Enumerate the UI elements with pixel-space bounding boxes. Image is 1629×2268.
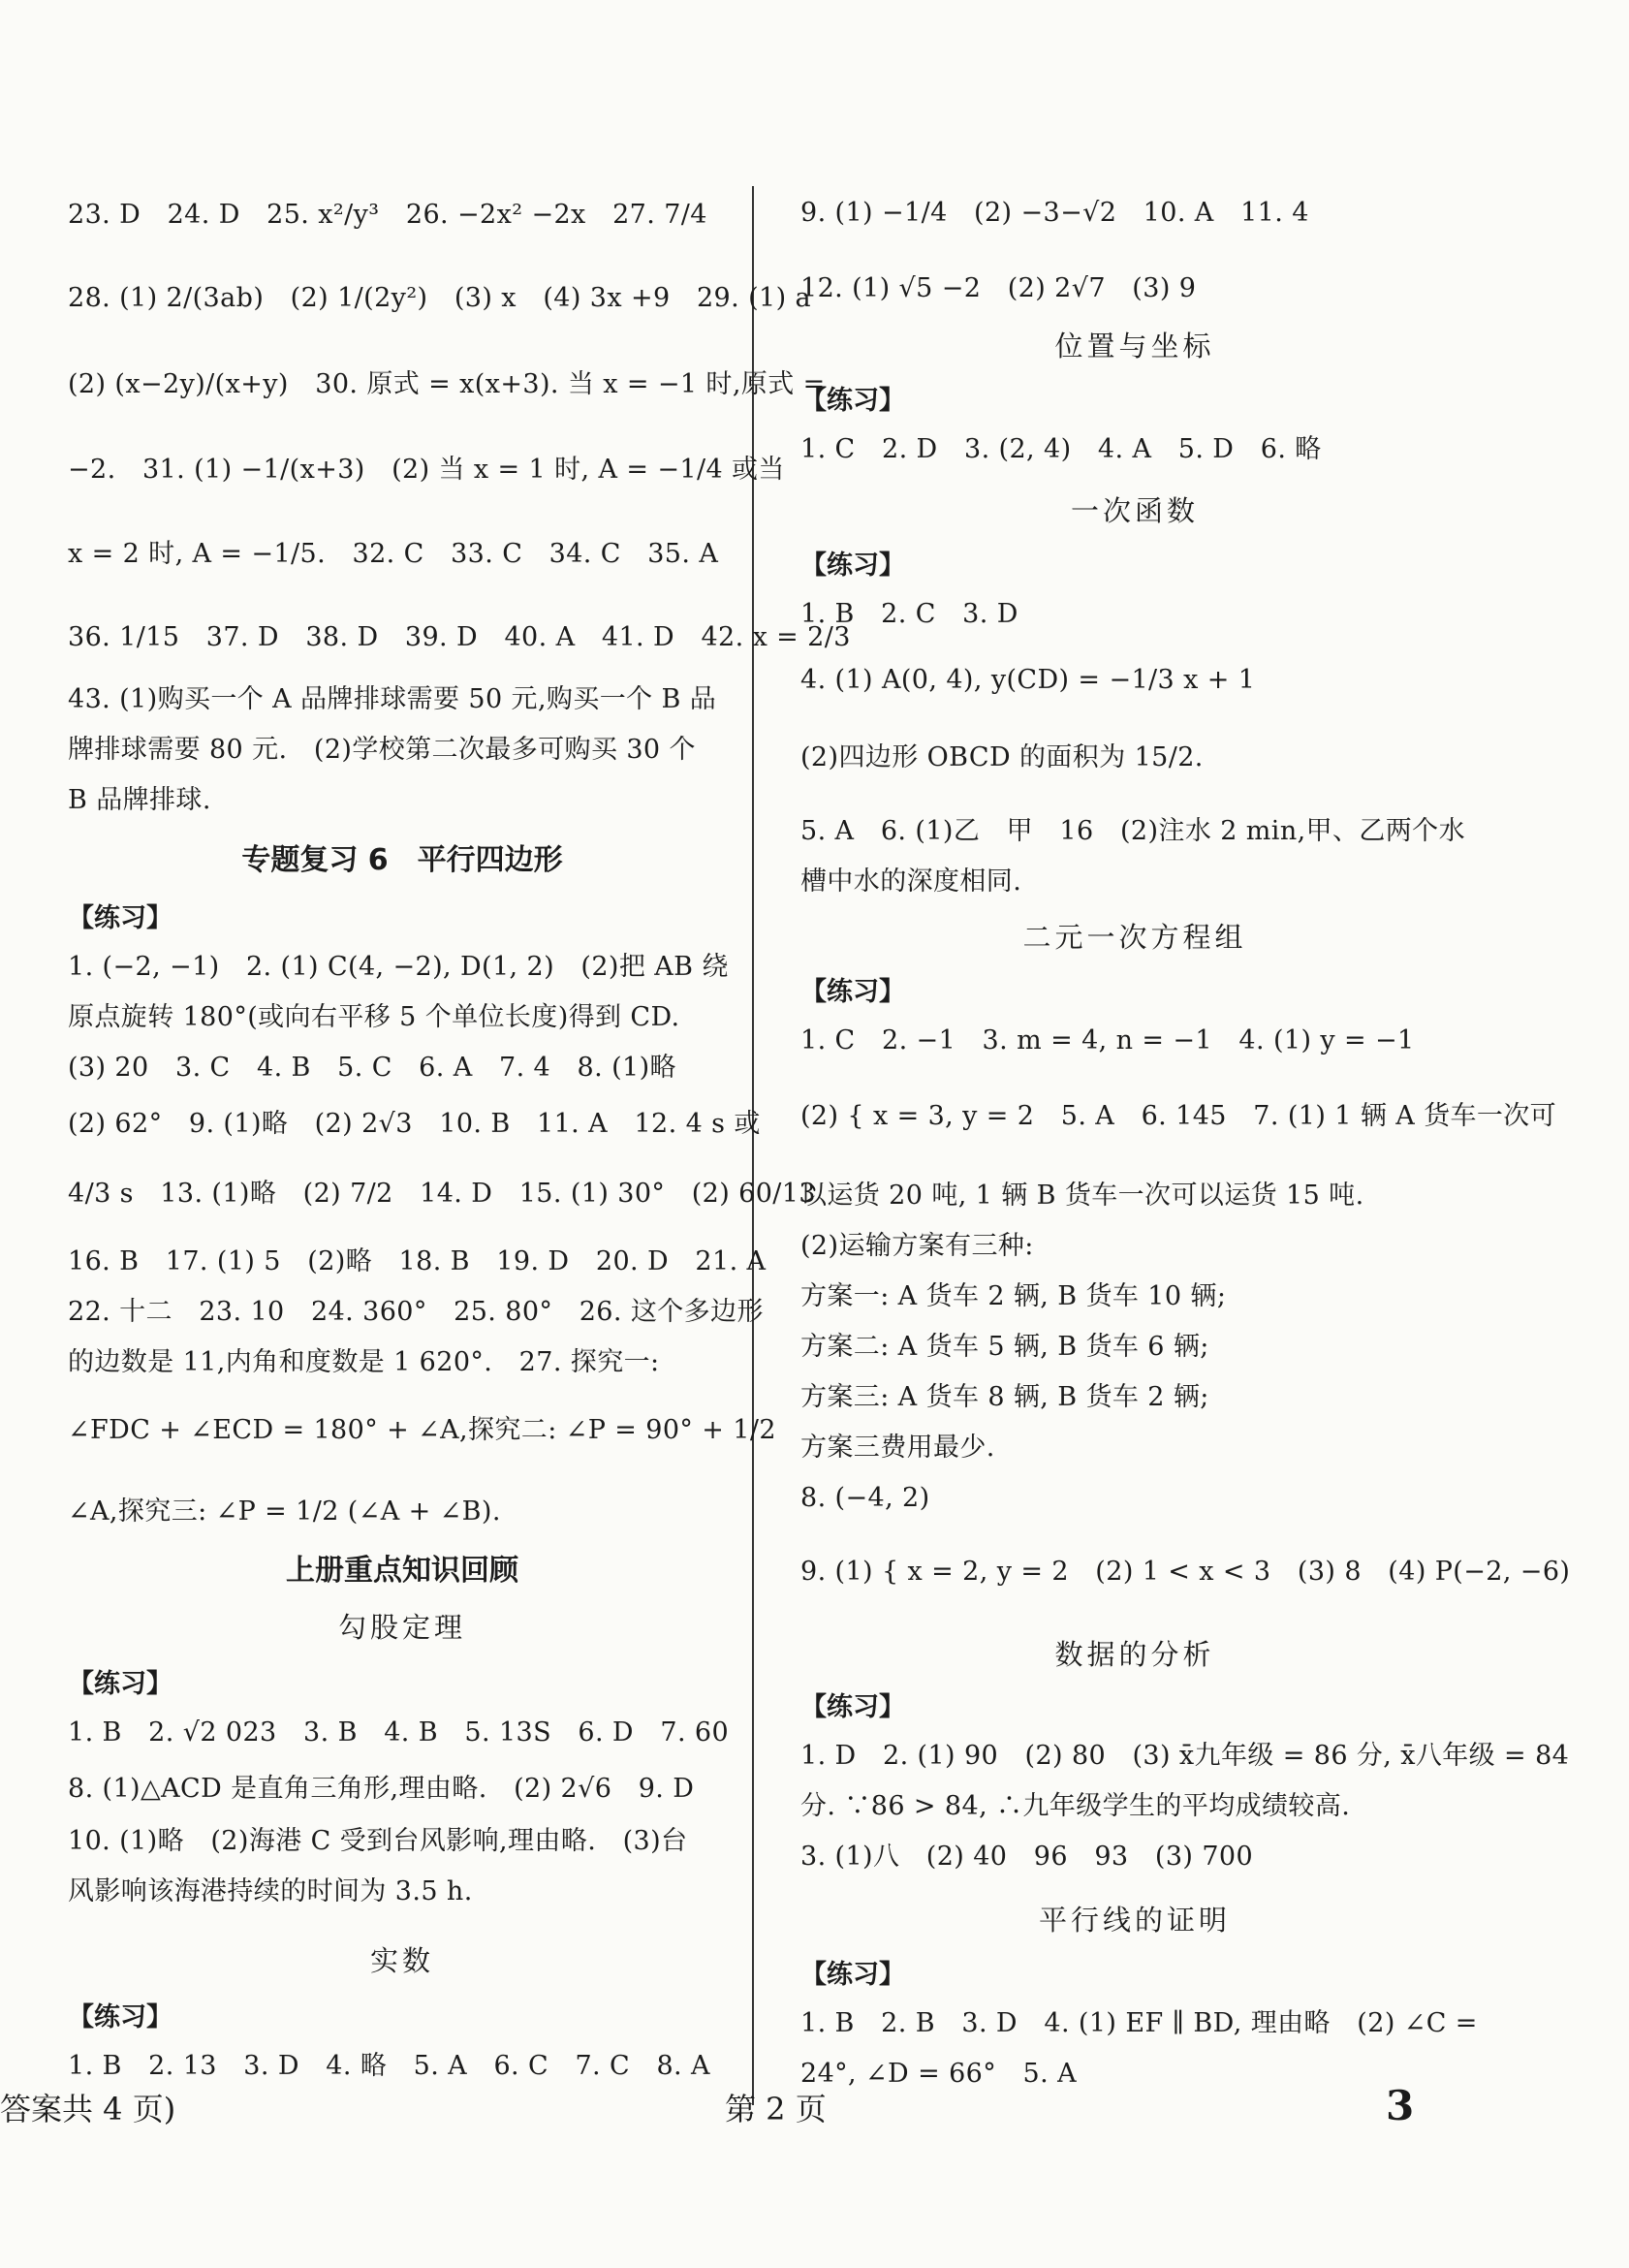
answer-line: (2) (x−2y)/(x+y) 30. 原式 = x(x+3). 当 x = −1 时,原式 = xyxy=(68,369,826,399)
answer-line: 8. (1)△ACD 是直角三角形,理由略. (2) 2√6 9. D xyxy=(68,1774,695,1804)
section-title: 专题复习 6 平行四边形 xyxy=(241,843,563,877)
answer-line: 3. (1)八 (2) 40 96 93 (3) 700 xyxy=(800,1842,1254,1872)
answer-line: 风影响该海港持续的时间为 3.5 h. xyxy=(68,1876,473,1906)
answer-line: 1. C 2. −1 3. m = 4, n = −1 4. (1) y = −1 xyxy=(800,1025,1415,1055)
practice-tag: 【练习】 xyxy=(800,386,905,416)
answer-line: 牌排球需要 80 元. (2)学校第二次最多可购买 30 个 xyxy=(68,735,696,765)
subsection-title: 二元一次方程组 xyxy=(1022,921,1247,954)
footer-page-label: 第 2 页 xyxy=(725,2091,827,2127)
answer-line: 的边数是 11,内角和度数是 1 620°. 27. 探究一: xyxy=(68,1347,660,1377)
answer-line: 5. A 6. (1)乙 甲 16 (2)注水 2 min,甲、乙两个水 xyxy=(800,816,1465,846)
answer-line: 1. B 2. C 3. D xyxy=(800,599,1018,629)
answer-line: 1. C 2. D 3. (2, 4) 4. A 5. D 6. 略 xyxy=(800,434,1322,464)
answer-line: 10. (1)略 (2)海港 C 受到台风影响,理由略. (3)台 xyxy=(68,1826,688,1856)
answer-line: −2. 31. (1) −1/(x+3) (2) 当 x = 1 时, A = −1/4 或当 xyxy=(68,455,785,485)
footer-total-pages: 答案共 4 页) xyxy=(0,2091,176,2127)
answer-line: 方案三: A 货车 8 辆, B 货车 2 辆; xyxy=(800,1382,1209,1412)
answer-line: (2) 62° 9. (1)略 (2) 2√3 10. B 11. A 12. 4 s 或 xyxy=(68,1109,761,1139)
practice-tag: 【练习】 xyxy=(68,2002,172,2032)
answer-line: (2)四边形 OBCD 的面积为 15/2. xyxy=(800,742,1204,772)
answer-line: 方案一: A 货车 2 辆, B 货车 10 辆; xyxy=(800,1281,1227,1311)
subsection-title: 平行线的证明 xyxy=(1038,1904,1231,1937)
answer-line: 分. ∵86 > 84, ∴九年级学生的平均成绩较高. xyxy=(800,1791,1351,1821)
answer-line: 4. (1) A(0, 4), y(CD) = −1/3 x + 1 xyxy=(800,665,1256,695)
subsection-title: 实数 xyxy=(369,1944,434,1977)
practice-tag: 【练习】 xyxy=(800,551,905,581)
answer-line: 方案二: A 货车 5 辆, B 货车 6 辆; xyxy=(800,1332,1209,1362)
answer-line: 槽中水的深度相同. xyxy=(800,866,1022,897)
answer-line: (2) { x = 3, y = 2 5. A 6. 145 7. (1) 1 辆 A 货车一次可 xyxy=(800,1101,1557,1131)
answer-line: 12. (1) √5 −2 (2) 2√7 (3) 9 xyxy=(800,273,1197,303)
section-title: 上册重点知识回顾 xyxy=(286,1554,518,1588)
answer-line: 9. (1) { x = 2, y = 2 (2) 1 < x < 3 (3) 8 (4) P(−2, −6) xyxy=(800,1557,1571,1587)
practice-tag: 【练习】 xyxy=(800,1692,905,1722)
answer-line: 9. (1) −1/4 (2) −3−√2 10. A 11. 4 xyxy=(800,198,1309,228)
answer-line: 16. B 17. (1) 5 (2)略 18. B 19. D 20. D 21. A xyxy=(68,1246,767,1276)
answer-line: 43. (1)购买一个 A 品牌排球需要 50 元,购买一个 B 品 xyxy=(68,684,717,714)
practice-tag: 【练习】 xyxy=(800,1960,905,1990)
answer-line: 24°, ∠D = 66° 5. A xyxy=(800,2059,1077,2089)
answer-line: ∠FDC + ∠ECD = 180° + ∠A,探究二: ∠P = 90° + 1/2 xyxy=(68,1415,776,1445)
answer-line: (3) 20 3. C 4. B 5. C 6. A 7. 4 8. (1)略 xyxy=(68,1053,676,1083)
answer-line: 1. (−2, −1) 2. (1) C(4, −2), D(1, 2) (2)把 AB 绕 xyxy=(68,952,729,982)
answer-line: 原点旋转 180°(或向右平移 5 个单位长度)得到 CD. xyxy=(68,1002,680,1032)
answer-line: 8. (−4, 2) xyxy=(800,1483,930,1513)
answer-line: 4/3 s 13. (1)略 (2) 7/2 14. D 15. (1) 30° (2) 60/13 xyxy=(68,1179,816,1209)
subsection-title: 一次函数 xyxy=(1070,494,1199,527)
answer-line: 方案三费用最少. xyxy=(800,1433,995,1463)
page-number: 3 xyxy=(1386,2082,1415,2129)
answer-line: 36. 1/15 37. D 38. D 39. D 40. A 41. D 42. x = 2/3 xyxy=(68,622,851,652)
answer-line: 1. B 2. B 3. D 4. (1) EF ∥ BD, 理由略 (2) ∠C = xyxy=(800,2008,1478,2038)
practice-tag: 【练习】 xyxy=(68,903,172,933)
practice-tag: 【练习】 xyxy=(68,1669,172,1699)
answer-line: 1. B 2. √2 023 3. B 4. B 5. 13S 6. D 7. 60 xyxy=(68,1717,730,1748)
answer-line: 1. D 2. (1) 90 (2) 80 (3) x̄九年级 = 86 分, x̄八年级 = 84 xyxy=(800,1741,1570,1771)
answer-line: B 品牌排球. xyxy=(68,785,211,815)
practice-tag: 【练习】 xyxy=(800,977,905,1007)
answer-line: 1. B 2. 13 3. D 4. 略 5. A 6. C 7. C 8. A xyxy=(68,2051,710,2081)
subsection-title: 勾股定理 xyxy=(337,1611,466,1644)
subsection-title: 位置与坐标 xyxy=(1054,330,1215,362)
answer-line: 23. D 24. D 25. x²/y³ 26. −2x² −2x 27. 7/4 xyxy=(68,200,707,230)
answer-line: ∠A,探究三: ∠P = 1/2 (∠A + ∠B). xyxy=(68,1496,501,1527)
answer-line: x = 2 时, A = −1/5. 32. C 33. C 34. C 35. A xyxy=(68,539,719,569)
answer-line: 28. (1) 2/(3ab) (2) 1/(2y²) (3) x (4) 3x +9 29. (1) a xyxy=(68,283,811,313)
answer-line: (2)运输方案有三种: xyxy=(800,1231,1034,1261)
answer-line: 22. 十二 23. 10 24. 360° 25. 80° 26. 这个多边形 xyxy=(68,1297,764,1327)
subsection-title: 数据的分析 xyxy=(1054,1638,1215,1671)
answer-line: 以运货 20 吨, 1 辆 B 货车一次可以运货 15 吨. xyxy=(800,1181,1364,1211)
